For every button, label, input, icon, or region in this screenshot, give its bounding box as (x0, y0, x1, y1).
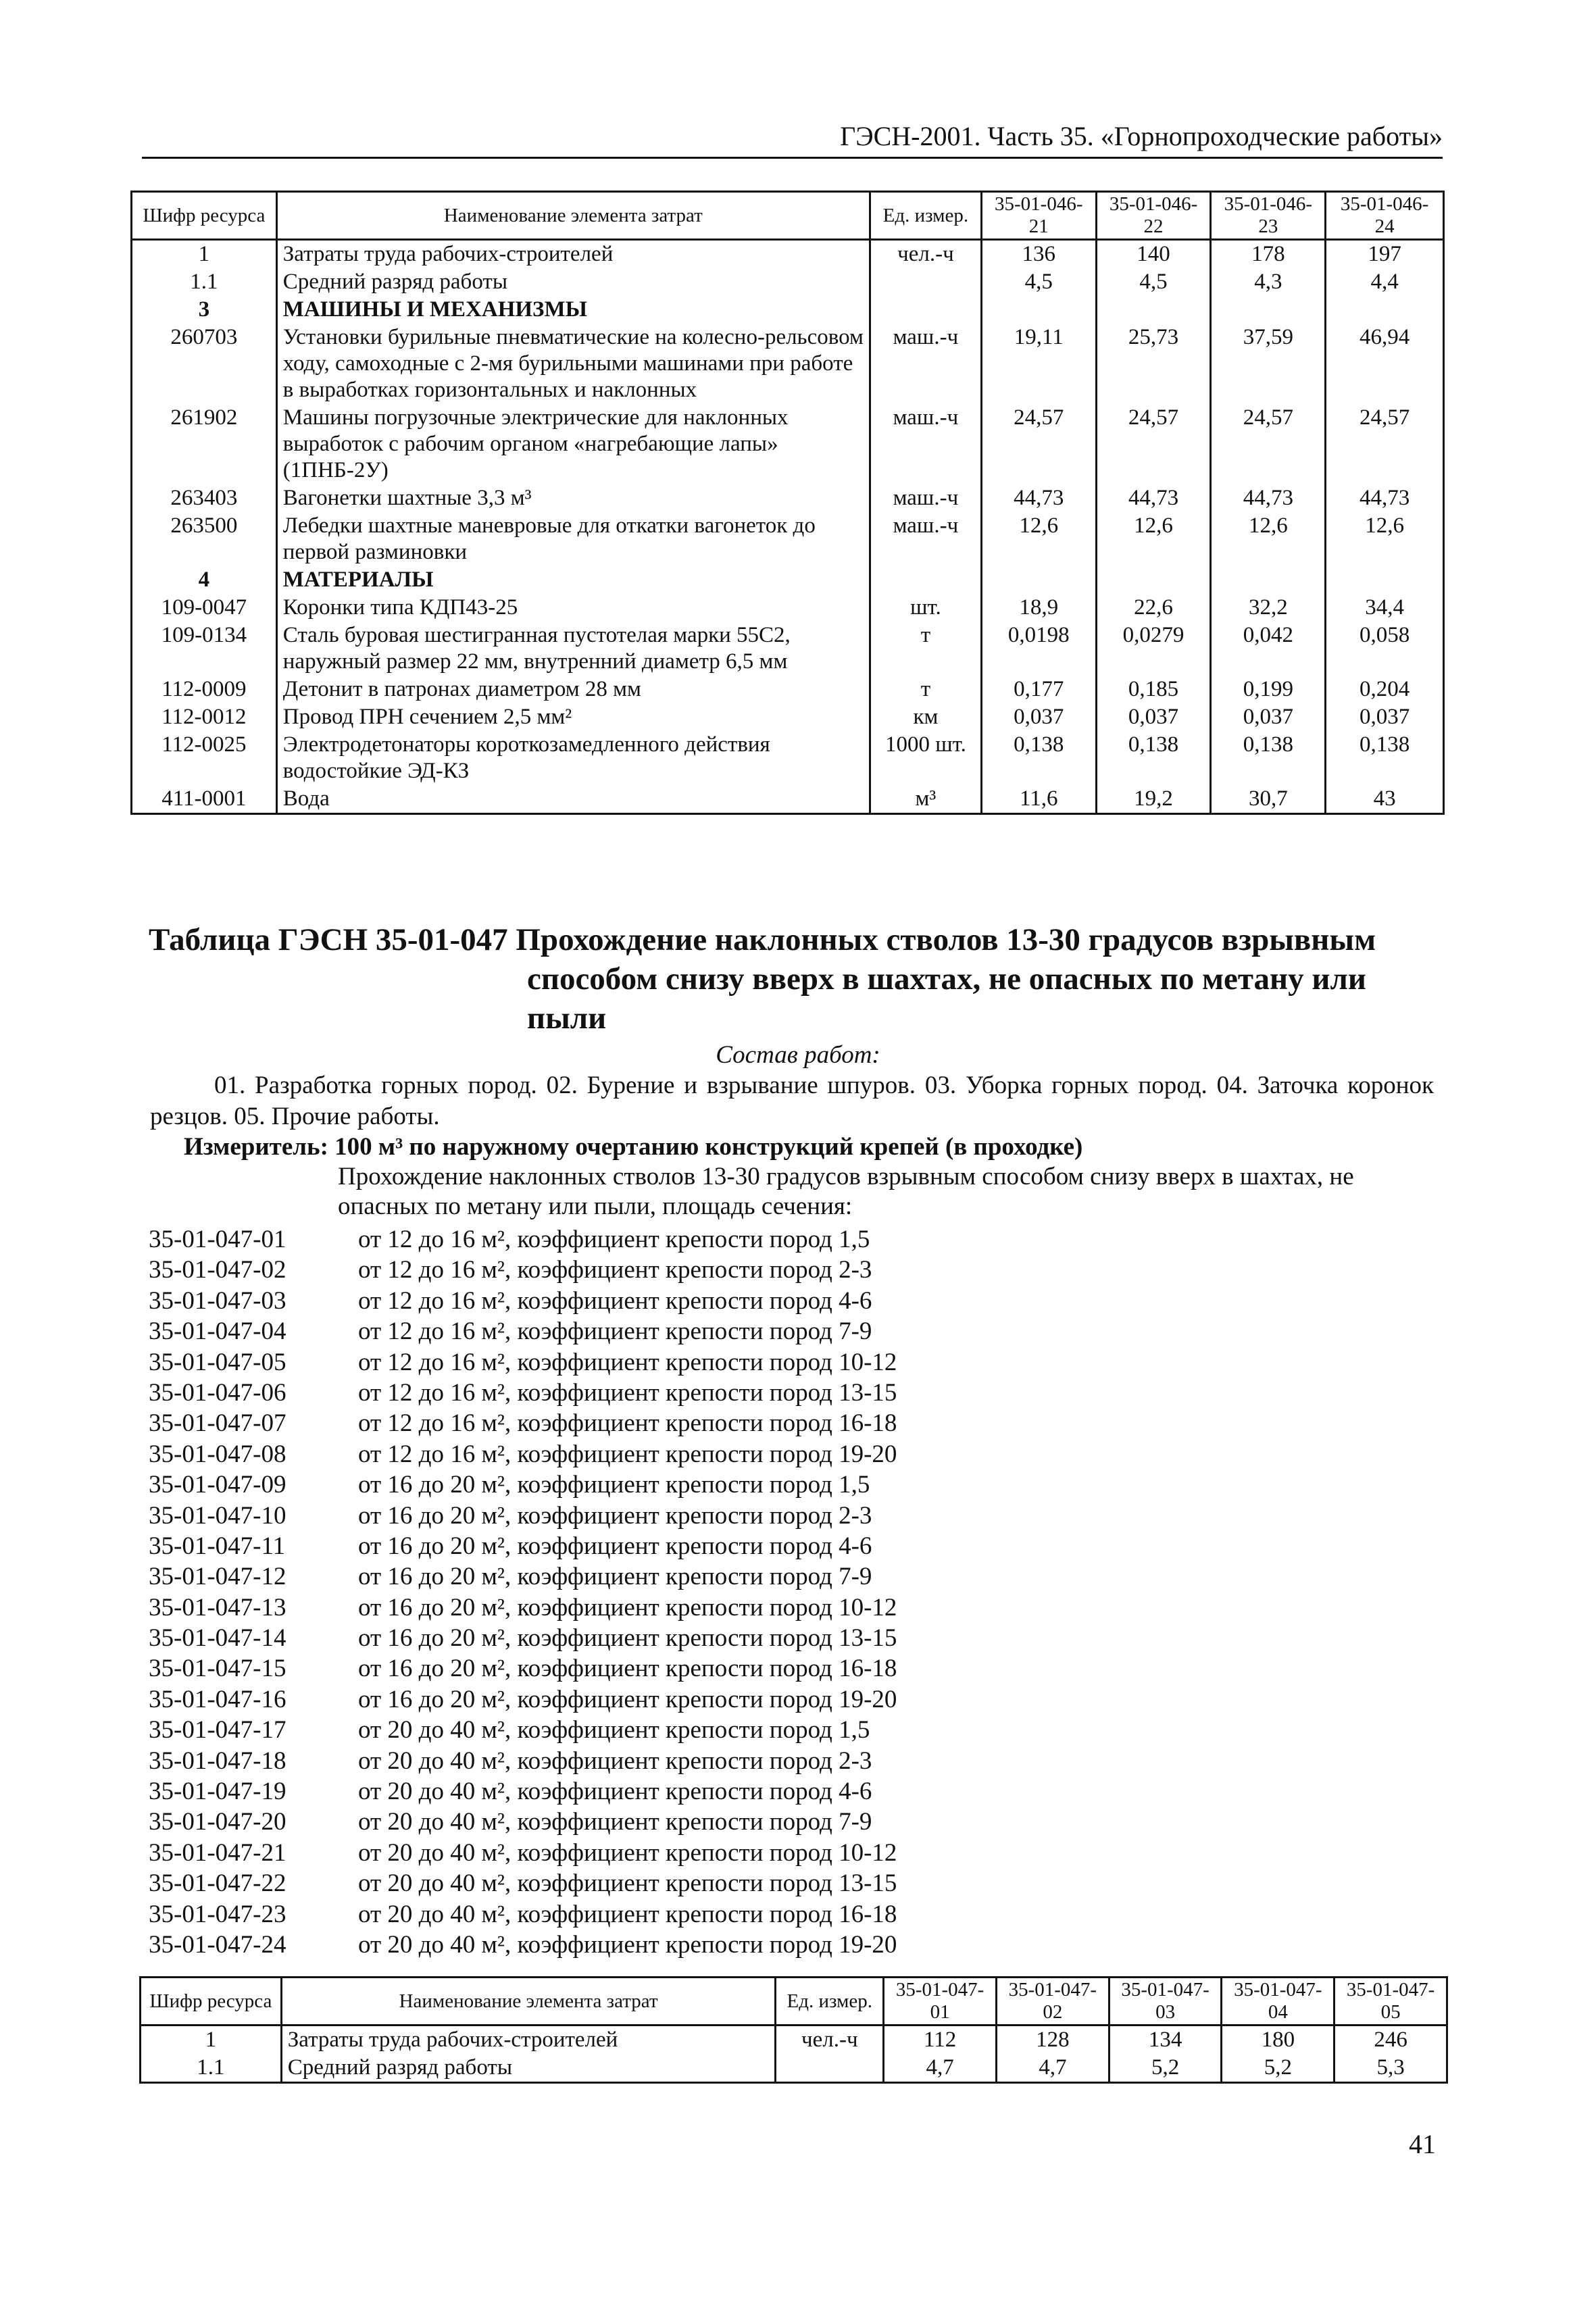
code-number: 35-01-047-15 (149, 1655, 286, 1683)
value-cell: 0,0279 (1096, 622, 1211, 676)
header-col: 35-01-046-23 (1211, 192, 1326, 240)
resource-code: 112-0025 (132, 731, 277, 785)
resource-code: 112-0009 (132, 676, 277, 703)
code-number: 35-01-047-16 (149, 1685, 286, 1713)
resource-code: 112-0012 (132, 703, 277, 731)
resource-code: 1.1 (132, 268, 277, 296)
cost-element-name: Электродетонаторы короткозамедленного действия водостойкие ЭД-КЗ (276, 731, 870, 785)
unit-cell (870, 268, 981, 296)
value-cell (1211, 296, 1326, 324)
code-item (149, 1623, 897, 1653)
value-cell (1326, 566, 1444, 594)
unit-cell: т (870, 676, 981, 703)
title-line: пыли (527, 1001, 607, 1036)
value-cell (1211, 566, 1326, 594)
value-cell: 19,2 (1096, 785, 1211, 814)
resource-code: 4 (132, 566, 277, 594)
value-cell: 140 (1096, 240, 1211, 269)
value-cell: 134 (1109, 2026, 1222, 2055)
table-row (132, 240, 1444, 269)
value-cell: 0,138 (1211, 731, 1326, 785)
resource-code: 1.1 (141, 2054, 282, 2083)
value-cell: 44,73 (1096, 484, 1211, 512)
value-cell: 0,138 (981, 731, 1096, 785)
code-description: от 16 до 20 м², коэффициент крепости пород 10-12 (358, 1593, 897, 1621)
value-cell: 46,94 (1326, 324, 1444, 404)
unit-cell: маш.-ч (870, 404, 981, 484)
value-cell: 44,73 (981, 484, 1096, 512)
value-cell: 180 (1222, 2026, 1335, 2055)
cost-element-name: Затраты труда рабочих-строителей (281, 2026, 776, 2055)
composition-label: Состав работ: (716, 1041, 880, 1069)
value-cell: 0,037 (1211, 703, 1326, 731)
page-number: 41 (1409, 2129, 1436, 2159)
measurer: Измеритель: 100 м³ по наружному очертанию конструкций крепей (в проходке) (184, 1133, 1083, 1161)
code-description: от 20 до 40 м², коэффициент крепости пород 7-9 (358, 1808, 872, 1836)
table-row (132, 404, 1444, 484)
table-row (132, 268, 1444, 296)
resource-table-046 (130, 191, 1445, 815)
value-cell: 0,185 (1096, 676, 1211, 703)
code-description: от 12 до 16 м², коэффициент крепости пород 13-15 (358, 1378, 897, 1407)
table-row (141, 2026, 1447, 2055)
cost-element-name: Установки бурильные пневматические на колесно-рельсовом ходу, самоходные с 2-мя бурильными машинами при работе в выработках горизонтальных и наклонных (276, 324, 870, 404)
code-number: 35-01-047-02 (149, 1256, 286, 1284)
code-number: 35-01-047-22 (149, 1869, 286, 1898)
resource-code: 1 (132, 240, 277, 269)
code-description: от 12 до 16 м², коэффициент крепости пород 2-3 (358, 1256, 872, 1284)
header-unit: Ед. измер. (870, 192, 981, 240)
value-cell: 0,199 (1211, 676, 1326, 703)
value-cell: 12,6 (1326, 512, 1444, 566)
code-description: от 12 до 16 м², коэффициент крепости пород 10-12 (358, 1348, 897, 1376)
code-number: 35-01-047-14 (149, 1624, 286, 1653)
value-cell: 24,57 (1326, 404, 1444, 484)
code-item (149, 1653, 897, 1684)
header-col: 35-01-047-04 (1222, 1978, 1335, 2026)
unit-cell: км (870, 703, 981, 731)
cost-element-name: Вода (276, 785, 870, 814)
code-description: от 16 до 20 м², коэффициент крепости пород 13-15 (358, 1624, 897, 1653)
cost-element-name: Затраты труда рабочих-строителей (276, 240, 870, 269)
header-col: 35-01-046-21 (981, 192, 1096, 240)
value-cell: 197 (1326, 240, 1444, 269)
value-cell: 0,204 (1326, 676, 1444, 703)
code-description: от 16 до 20 м², коэффициент крепости пород 1,5 (358, 1471, 870, 1499)
table-row (132, 703, 1444, 731)
table-row (132, 512, 1444, 566)
value-cell: 44,73 (1211, 484, 1326, 512)
code-number: 35-01-047-05 (149, 1348, 286, 1376)
code-description: от 16 до 20 м², коэффициент крепости пород 4-6 (358, 1532, 872, 1560)
table-row (132, 785, 1444, 814)
resource-code: 3 (132, 296, 277, 324)
unit-cell: маш.-ч (870, 512, 981, 566)
code-item (149, 1408, 897, 1438)
value-cell: 12,6 (1211, 512, 1326, 566)
resource-code: 263403 (132, 484, 277, 512)
code-number: 35-01-047-09 (149, 1471, 286, 1499)
resource-code: 1 (141, 2026, 282, 2055)
works-list: 01. Разработка горных пород. 02. Бурение и взрывание шпуров. 03. Уборка горных пород. 04. Заточка коронок резцов. 05. Прочие работы. (150, 1072, 1434, 1130)
cost-element-name: Сталь буровая шестигранная пустотелая марки 55С2, наружный размер 22 мм, внутренний диаметр 6,5 мм (276, 622, 870, 676)
value-cell: 34,4 (1326, 594, 1444, 622)
code-number: 35-01-047-07 (149, 1409, 286, 1438)
table-row (132, 324, 1444, 404)
value-cell: 0,177 (981, 676, 1096, 703)
code-description: от 20 до 40 м², коэффициент крепости пород 13-15 (358, 1869, 897, 1898)
code-item (149, 1531, 897, 1561)
header-col: 35-01-046-24 (1326, 192, 1444, 240)
code-item (149, 1316, 897, 1347)
code-number: 35-01-047-12 (149, 1563, 286, 1591)
code-number: 35-01-047-13 (149, 1593, 286, 1621)
value-cell (1326, 296, 1444, 324)
code-list (149, 1224, 897, 1960)
value-cell: 136 (981, 240, 1096, 269)
value-cell: 25,73 (1096, 324, 1211, 404)
code-item (149, 1224, 897, 1255)
code-description: от 20 до 40 м², коэффициент крепости пород 4-6 (358, 1778, 872, 1806)
value-cell: 4,5 (981, 268, 1096, 296)
code-description: от 20 до 40 м², коэффициент крепости пород 16-18 (358, 1900, 897, 1928)
value-cell: 0,138 (1096, 731, 1211, 785)
code-item (149, 1561, 897, 1592)
value-cell: 12,6 (981, 512, 1096, 566)
code-item (149, 1899, 897, 1930)
code-number: 35-01-047-23 (149, 1900, 286, 1928)
unit-cell (776, 2054, 884, 2083)
value-cell: 246 (1335, 2026, 1447, 2055)
unit-cell: т (870, 622, 981, 676)
code-number: 35-01-047-20 (149, 1808, 286, 1836)
code-number: 35-01-047-04 (149, 1317, 286, 1346)
value-cell: 4,5 (1096, 268, 1211, 296)
table-row (141, 2054, 1447, 2083)
code-item (149, 1501, 897, 1531)
unit-cell (870, 566, 981, 594)
unit-cell: чел.-ч (870, 240, 981, 269)
table-row (132, 676, 1444, 703)
value-cell: 5,2 (1109, 2054, 1222, 2083)
value-cell: 4,3 (1211, 268, 1326, 296)
code-item (149, 1439, 897, 1469)
value-cell (981, 566, 1096, 594)
unit-cell: шт. (870, 594, 981, 622)
header-col: 35-01-047-05 (1335, 1978, 1447, 2026)
code-item (149, 1347, 897, 1378)
table-header-row (132, 192, 1444, 240)
code-description: от 16 до 20 м², коэффициент крепости пород 2-3 (358, 1501, 872, 1530)
code-item (149, 1930, 897, 1960)
unit-cell: маш.-ч (870, 484, 981, 512)
cost-element-name: Средний разряд работы (276, 268, 870, 296)
value-cell: 0,037 (1326, 703, 1444, 731)
unit-cell: чел.-ч (776, 2026, 884, 2055)
code-number: 35-01-047-10 (149, 1501, 286, 1530)
code-item (149, 1868, 897, 1898)
code-item (149, 1746, 897, 1776)
table-body (132, 240, 1444, 814)
header-col: 35-01-046-22 (1096, 192, 1211, 240)
code-description: от 12 до 16 м², коэффициент крепости пород 1,5 (358, 1226, 870, 1253)
value-cell: 18,9 (981, 594, 1096, 622)
code-number: 35-01-047-24 (149, 1930, 286, 1959)
header-code: Шифр ресурса (141, 1978, 282, 2026)
code-number: 35-01-047-18 (149, 1746, 286, 1775)
code-item (149, 1684, 897, 1715)
value-cell: 12,6 (1096, 512, 1211, 566)
cost-element-name: Детонит в патронах диаметром 28 мм (276, 676, 870, 703)
code-description: от 16 до 20 м², коэффициент крепости пород 16-18 (358, 1655, 897, 1683)
value-cell: 0,0198 (981, 622, 1096, 676)
value-cell: 37,59 (1211, 324, 1326, 404)
code-item (149, 1838, 897, 1868)
value-cell: 24,57 (981, 404, 1096, 484)
cost-element-name: Средний разряд работы (281, 2054, 776, 2083)
table-row (132, 622, 1444, 676)
code-number: 35-01-047-01 (149, 1226, 286, 1253)
resource-table-047 (139, 1976, 1448, 2084)
value-cell: 19,11 (981, 324, 1096, 404)
value-cell: 128 (996, 2026, 1109, 2055)
value-cell: 0,042 (1211, 622, 1326, 676)
cost-element-name: МАШИНЫ И МЕХАНИЗМЫ (276, 296, 870, 324)
resource-code: 263500 (132, 512, 277, 566)
table-title (149, 920, 1432, 1038)
running-header: ГЭСН-2001. Часть 35. «Горнопроходческие работы» (142, 119, 1443, 159)
code-description: от 20 до 40 м², коэффициент крепости пород 19-20 (358, 1930, 897, 1959)
value-cell: 0,037 (1096, 703, 1211, 731)
header-unit: Ед. измер. (776, 1978, 884, 2026)
value-cell: 44,73 (1326, 484, 1444, 512)
code-item (149, 1715, 897, 1745)
header-name: Наименование элемента затрат (276, 192, 870, 240)
code-description: от 16 до 20 м², коэффициент крепости пород 7-9 (358, 1563, 872, 1591)
code-item (149, 1776, 897, 1807)
unit-cell: 1000 шт. (870, 731, 981, 785)
code-item (149, 1255, 897, 1285)
code-description: от 20 до 40 м², коэффициент крепости пород 10-12 (358, 1838, 897, 1867)
code-item (149, 1807, 897, 1837)
code-item (149, 1469, 897, 1500)
code-description: от 20 до 40 м², коэффициент крепости пород 1,5 (358, 1716, 870, 1744)
table-row (132, 566, 1444, 594)
code-item (149, 1592, 897, 1623)
header-col: 35-01-047-01 (884, 1978, 997, 2026)
code-number: 35-01-047-06 (149, 1378, 286, 1407)
code-number: 35-01-047-19 (149, 1778, 286, 1806)
resource-code: 109-0134 (132, 622, 277, 676)
value-cell: 0,138 (1326, 731, 1444, 785)
title-line: Таблица ГЭСН 35-01-047 Прохождение наклонных стволов 13-30 градусов взрывным (149, 922, 1376, 957)
resource-code: 109-0047 (132, 594, 277, 622)
cost-element-name: Вагонетки шахтные 3,3 м³ (276, 484, 870, 512)
value-cell (981, 296, 1096, 324)
resource-code: 411-0001 (132, 785, 277, 814)
code-description: от 12 до 16 м², коэффициент крепости пород 7-9 (358, 1317, 872, 1346)
header-col: 35-01-047-02 (996, 1978, 1109, 2026)
value-cell: 24,57 (1096, 404, 1211, 484)
unit-cell (870, 296, 981, 324)
code-number: 35-01-047-08 (149, 1440, 286, 1468)
code-item (149, 1286, 897, 1316)
header-col: 35-01-047-03 (1109, 1978, 1222, 2026)
value-cell (1096, 566, 1211, 594)
resource-code: 260703 (132, 324, 277, 404)
header-code: Шифр ресурса (132, 192, 277, 240)
table-row (132, 731, 1444, 785)
value-cell: 5,3 (1335, 2054, 1447, 2083)
value-cell: 178 (1211, 240, 1326, 269)
value-cell: 5,2 (1222, 2054, 1335, 2083)
value-cell: 4,4 (1326, 268, 1444, 296)
code-description: от 16 до 20 м², коэффициент крепости пород 19-20 (358, 1685, 897, 1713)
code-description: от 20 до 40 м², коэффициент крепости пород 2-3 (358, 1746, 872, 1775)
table-header-row (141, 1978, 1447, 2026)
value-cell: 4,7 (884, 2054, 997, 2083)
header-name: Наименование элемента затрат (281, 1978, 776, 2026)
value-cell: 22,6 (1096, 594, 1211, 622)
code-description: от 12 до 16 м², коэффициент крепости пород 4-6 (358, 1286, 872, 1315)
table-row (132, 594, 1444, 622)
value-cell: 4,7 (996, 2054, 1109, 2083)
value-cell: 30,7 (1211, 785, 1326, 814)
cost-element-name: Лебедки шахтные маневровые для откатки вагонеток до первой разминовки (276, 512, 870, 566)
table-row (132, 484, 1444, 512)
code-number: 35-01-047-03 (149, 1286, 286, 1315)
table-body (141, 2026, 1447, 2083)
cost-element-name: МАТЕРИАЛЫ (276, 566, 870, 594)
code-item (149, 1378, 897, 1408)
value-cell: 32,2 (1211, 594, 1326, 622)
value-cell: 11,6 (981, 785, 1096, 814)
cost-element-name: Машины погрузочные электрические для наклонных выработок с рабочим органом «нагребающие лапы» (1ПНБ-2У) (276, 404, 870, 484)
value-cell: 0,058 (1326, 622, 1444, 676)
cost-element-name: Провод ПРН сечением 2,5 мм² (276, 703, 870, 731)
code-number: 35-01-047-11 (149, 1532, 286, 1560)
code-description: от 12 до 16 м², коэффициент крепости пород 19-20 (358, 1440, 897, 1468)
value-cell (1096, 296, 1211, 324)
cost-element-name: Коронки типа КДП43-25 (276, 594, 870, 622)
value-cell: 0,037 (981, 703, 1096, 731)
title-line: способом снизу вверх в шахтах, не опасных по метану или (527, 961, 1366, 997)
table-row (132, 296, 1444, 324)
code-description: от 12 до 16 м², коэффициент крепости пород 16-18 (358, 1409, 897, 1438)
resource-code: 261902 (132, 404, 277, 484)
value-cell: 43 (1326, 785, 1444, 814)
code-number: 35-01-047-17 (149, 1716, 286, 1744)
unit-cell: м³ (870, 785, 981, 814)
code-number: 35-01-047-21 (149, 1838, 286, 1867)
section-intro: Прохождение наклонных стволов 13-30 градусов взрывным способом снизу вверх в шахтах, не опасных по метану или пыли, площадь сечения: (338, 1163, 1354, 1220)
value-cell: 24,57 (1211, 404, 1326, 484)
value-cell: 112 (884, 2026, 997, 2055)
unit-cell: маш.-ч (870, 324, 981, 404)
